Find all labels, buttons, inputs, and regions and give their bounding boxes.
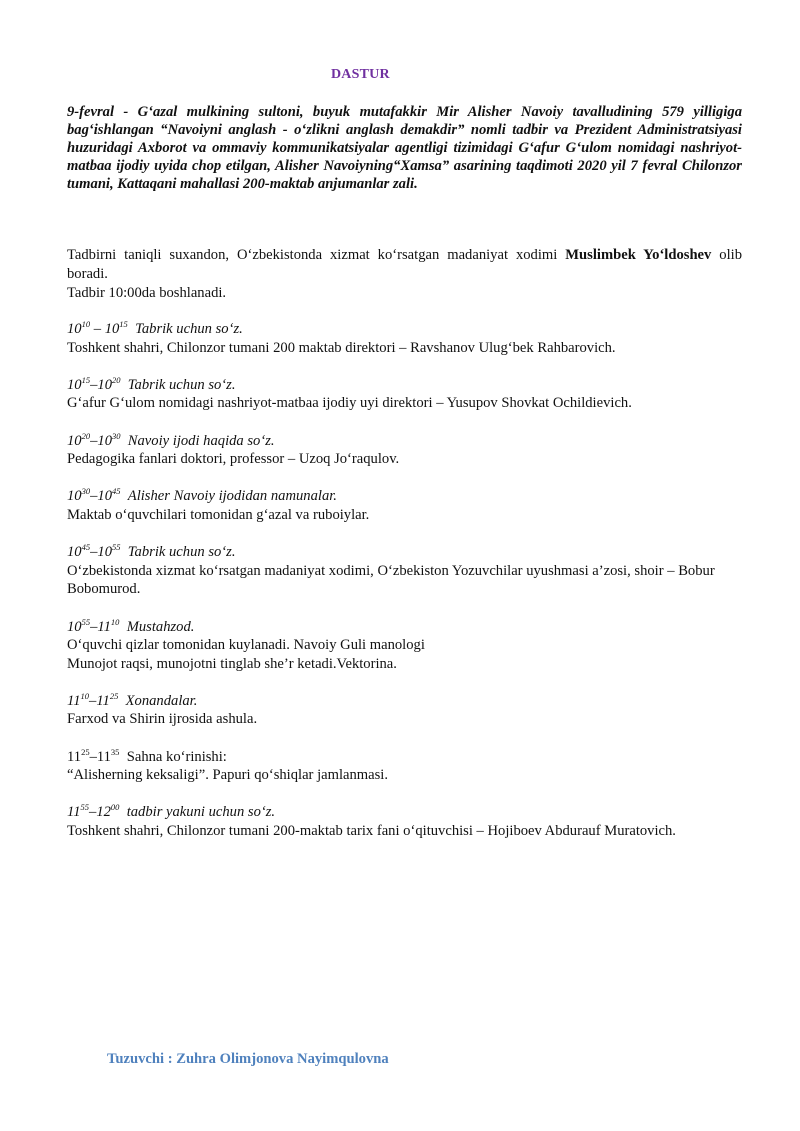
end-minute: 10 [110,616,120,627]
end-hour: 11 [96,748,111,765]
program-description: G‘afur G‘ulom nomidagi nashriyot-matbaa ijodiy uyi direktori – Yusupov Shovkat Ochildievich. [67,395,632,412]
program-description: Toshkent shahri, Chilonzor tumani 200-maktab tarix fani o‘qituvchisi – Hojiboev Abdurauf Muratovich. [67,823,676,840]
end-minute: 15 [119,319,128,330]
program-time-line [67,487,742,506]
compiler-signature: Tuzuvchi : Zuhra Olimjonova Nayimqulovna [107,1051,389,1067]
end-hour: 10 [97,544,112,561]
program-time-line [67,376,742,395]
program-time [67,321,128,337]
program-topic: Xonandalar. [125,692,198,709]
end-minute: 00 [110,802,120,813]
program-time [67,374,121,393]
end-minute: 55 [111,542,121,553]
end-hour: 12 [96,804,111,821]
time-separator: – [90,321,105,337]
program-time [67,693,118,709]
host-suffix: olib boradi. [67,247,742,282]
start-hour: 11 [67,748,82,765]
host-paragraph [67,246,742,303]
program-time [67,804,119,820]
program-time [67,488,120,504]
program-item [67,748,742,785]
end-minute: 25 [109,691,119,702]
program-description: “Alisherning keksaligi”. Papuri qo‘shiqlar jamlanmasi. [67,767,388,784]
program-topic: Alisher Navoiy ijodidan namunalar. [127,488,337,505]
program-description: Toshkent shahri, Chilonzor tumani 200 maktab direktori – Ravshanov Ulug‘bek Rahbarovich. [67,339,616,356]
program-time-line [67,432,742,451]
end-minute: 35 [110,746,120,757]
start-minute: 55 [81,616,91,627]
start-hour: 10 [67,488,82,505]
document-title: DASTUR [331,67,390,82]
program-time [67,616,120,635]
host-prefix: Tadbirni taniqli suxandon, O‘zbekistonda xizmat ko‘rsatgan madaniyat xodimi [67,247,566,263]
end-hour: 10 [97,488,112,505]
program-item [67,543,742,599]
program-topic: Tabrik uchun so‘z. [127,376,236,393]
program-topic: tadbir yakuni uchun so‘z. [126,804,276,821]
time-separator: – [89,748,97,765]
time-separator: – [90,544,98,561]
program-time-line [67,543,742,562]
program-topic: Navoiy ijodi haqida so‘z. [127,432,275,449]
program-item [67,692,742,729]
program-item [67,320,742,357]
host-name: Muslimbek Yo‘ldoshev [565,247,712,263]
start-minute: 10 [80,691,90,702]
program-time-line [67,618,742,637]
program-item [67,618,742,674]
end-minute: 30 [111,430,121,441]
program-item [67,803,742,840]
program-time-line [67,692,742,711]
start-minute: 20 [81,430,91,441]
program-topic: Sahna ko‘rinishi: [126,748,227,765]
program-item [67,376,742,413]
time-separator: – [90,488,98,505]
start-minute: 55 [80,802,90,813]
start-minute: 10 [81,319,91,330]
program-list [67,320,742,859]
start-hour: 11 [67,804,81,821]
end-minute: 20 [111,374,121,385]
program-time [67,544,120,560]
end-hour: 10 [97,376,112,393]
program-topic: Mustahzod. [126,618,195,635]
program-description: Munojot raqsi, munojotni tinglab she’r ketadi.Vektorina. [67,655,397,672]
time-separator: – [90,618,98,635]
program-description: O‘quvchi qizlar tomonidan kuylanadi. Navoiy Guli manologi [67,637,425,654]
program-time [67,746,120,765]
start-hour: 10 [67,432,82,449]
end-hour: 11 [97,618,111,635]
program-time-line [67,803,742,822]
end-hour: 10 [97,432,112,449]
start-minute: 15 [81,374,91,385]
program-description: Pedagogika fanlari doktori, professor – Uzoq Jo‘raqulov. [67,451,400,468]
end-hour: 10 [104,321,120,337]
time-separator: – [89,692,97,709]
start-hour: 11 [67,692,81,709]
program-topic: Tabrik uchun so‘z. [127,544,236,561]
program-time [67,430,121,449]
start-hour: 10 [67,544,82,561]
end-minute: 45 [111,486,121,497]
program-description: Maktab o‘quvchilari tomonidan g‘azal va ruboiylar. [67,506,370,523]
program-time-line [67,748,742,767]
program-description: O‘zbekistonda xizmat ko‘rsatgan madaniyat xodimi, O‘zbekiston Yozuvchilar uyushmasi a’zosi, shoir – Bobur Bobomurod. [67,562,715,598]
end-hour: 11 [96,692,110,709]
time-separator: – [90,376,98,393]
start-hour: 10 [67,321,82,337]
time-separator: – [89,804,97,821]
program-topic: Tabrik uchun so‘z. [135,321,243,337]
start-time-note: Tadbir 10:00da boshlanadi. [67,285,227,301]
start-minute: 25 [81,746,90,757]
start-minute: 30 [81,486,91,497]
start-minute: 45 [81,542,91,553]
start-hour: 10 [67,618,82,635]
start-hour: 10 [67,376,82,393]
program-time-line [67,320,742,339]
program-description: Farxod va Shirin ijrosida ashula. [67,711,258,728]
program-item [67,432,742,469]
time-separator: – [90,432,98,449]
program-item [67,487,742,524]
intro-paragraph: 9-fevral - G‘azal mulkining sultoni, buyuk mutafakkir Mir Alisher Navoiy tavalludining 579 yilligiga bag‘ishlangan “Navoiyni anglash - o‘zlikni anglash demakdir” nomli tadbir va Prezident Administratsiyasi huzuridagi Axborot va ommaviy kommunikatsiyalar agentligi tizimidagi G‘afur G‘ulom nomidagi nashriyot-matbaa ijodiy uyida chop etilgan, Alisher Navoiyning“Xamsa” asarining taqdimoti 2020 yil 7 fevral Chilonzor tumani, Kattaqani mahallasi 200-maktab anjumanlar zali. [67,104,742,192]
